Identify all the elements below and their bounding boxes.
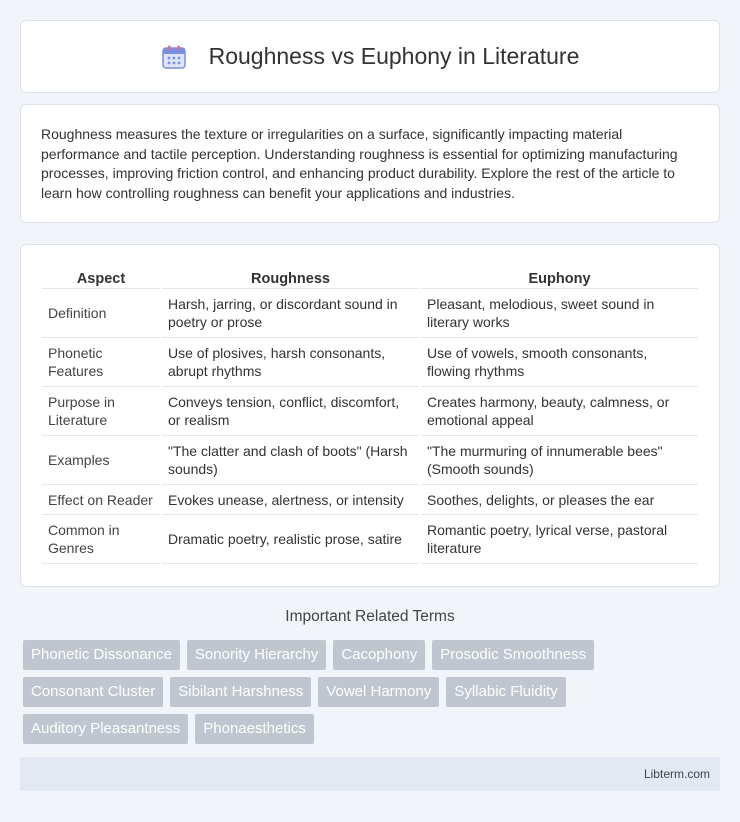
cell-euphony: Pleasant, melodious, sweet sound in literary works [421, 289, 698, 338]
tag-row [23, 640, 723, 670]
intro-card [20, 104, 720, 223]
header-aspect: Aspect [42, 265, 160, 289]
footer [20, 757, 720, 791]
cell-roughness: Use of plosives, harsh consonants, abrupt rhythms [162, 338, 419, 387]
tag-row [23, 714, 723, 744]
related-terms-list [23, 640, 723, 751]
cell-euphony: Use of vowels, smooth consonants, flowing rhythms [421, 338, 698, 387]
table-row [42, 436, 698, 485]
cell-aspect: Examples [42, 436, 160, 485]
tag-cacophony[interactable]: Cacophony [333, 640, 425, 670]
tag-syllabic-fluidity[interactable]: Syllabic Fluidity [446, 677, 565, 707]
tag-sibilant-harshness[interactable]: Sibilant Harshness [170, 677, 311, 707]
table-row [42, 289, 698, 338]
cell-aspect: Definition [42, 289, 160, 338]
cell-roughness: Harsh, jarring, or discordant sound in poetry or prose [162, 289, 419, 338]
footer-site-link[interactable]: Libterm.com [643, 767, 710, 781]
title-card [20, 20, 720, 93]
cell-euphony: Creates harmony, beauty, calmness, or emotional appeal [421, 387, 698, 436]
cell-roughness: Dramatic poetry, realistic prose, satire [162, 515, 419, 564]
header-roughness: Roughness [162, 265, 419, 289]
tag-sonority-hierarchy[interactable]: Sonority Hierarchy [187, 640, 326, 670]
cell-euphony: Romantic poetry, lyrical verse, pastoral literature [421, 515, 698, 564]
tag-vowel-harmony[interactable]: Vowel Harmony [318, 677, 439, 707]
calendar-icon [161, 44, 187, 70]
cell-aspect: Purpose in Literature [42, 387, 160, 436]
table-header-row [42, 265, 698, 289]
cell-roughness: Conveys tension, conflict, discomfort, or realism [162, 387, 419, 436]
cell-aspect: Common in Genres [42, 515, 160, 564]
table-row [42, 338, 698, 387]
intro-text: Roughness measures the texture or irregularities on a surface, significantly impacting material performance and tactile perception. Understanding roughness is essential for optimizing manufacturing processes, improving friction control, and enhancing product durability. Explore the rest of the article to learn how controlling roughness can benefit your applications and industries. [41, 126, 678, 201]
table-row [42, 515, 698, 564]
tag-phonetic-dissonance[interactable]: Phonetic Dissonance [23, 640, 180, 670]
cell-roughness: "The clatter and clash of boots" (Harsh sounds) [162, 436, 419, 485]
cell-euphony: "The murmuring of innumerable bees" (Smooth sounds) [421, 436, 698, 485]
table-row [42, 387, 698, 436]
table-row [42, 485, 698, 515]
tag-consonant-cluster[interactable]: Consonant Cluster [23, 677, 163, 707]
tag-phonaesthetics[interactable]: Phonaesthetics [195, 714, 314, 744]
page-title: Roughness vs Euphony in Literature [208, 43, 580, 69]
cell-roughness: Evokes unease, alertness, or intensity [162, 485, 419, 515]
comparison-table [40, 265, 700, 564]
cell-aspect: Effect on Reader [42, 485, 160, 515]
tag-auditory-pleasantness[interactable]: Auditory Pleasantness [23, 714, 188, 744]
related-terms-title: Important Related Terms [285, 608, 455, 625]
cell-euphony: Soothes, delights, or pleases the ear [421, 485, 698, 515]
header-euphony: Euphony [421, 265, 698, 289]
tag-prosodic-smoothness[interactable]: Prosodic Smoothness [432, 640, 594, 670]
cell-aspect: Phonetic Features [42, 338, 160, 387]
comparison-card [20, 244, 720, 587]
tag-row [23, 677, 723, 707]
